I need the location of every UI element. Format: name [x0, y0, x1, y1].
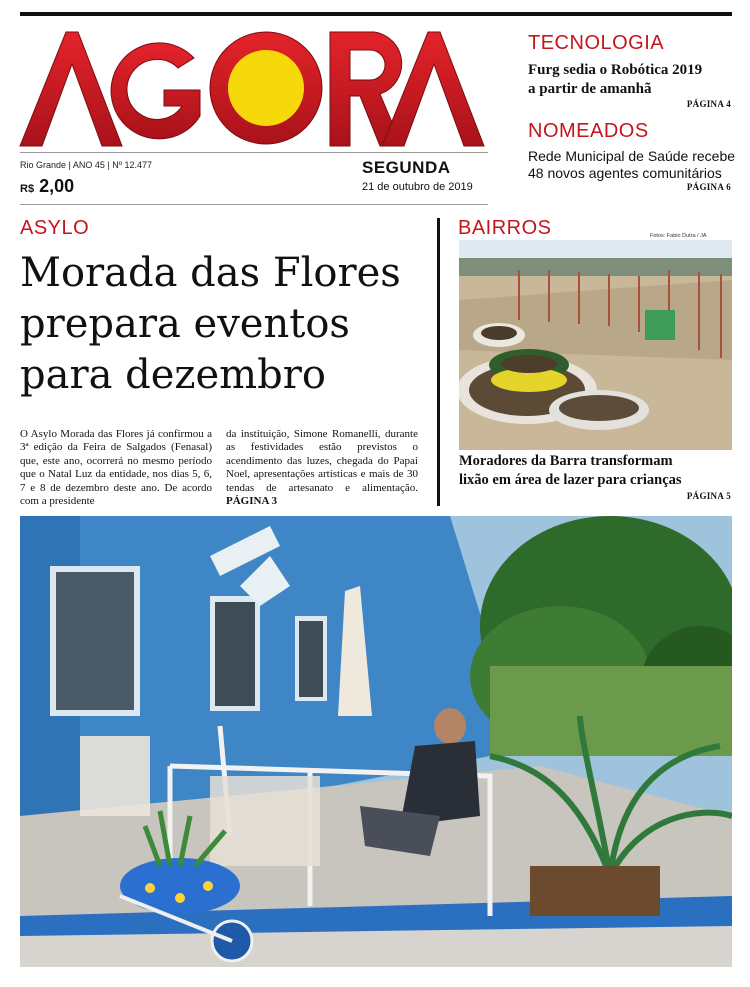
lead-body-col1: O Asylo Morada das Flores já confirmou a 3ª edição da Feira de Salgados (Fenasal) que, este ano, ocorrerá no mesmo período que o Natal Luz da entidade, nos dias 5, 6, 7 e 8 de dezembro deste ano. De acordo com a presidente — [20, 428, 212, 508]
bairros-page-ref: PÁGINA 5 — [686, 491, 731, 501]
caption-line: Moradores da Barra transformam — [459, 453, 673, 469]
date: 21 de outubro de 2019 — [362, 181, 473, 193]
issue-line: Rio Grande | ANO 45 | Nº 12.477 — [20, 160, 153, 170]
teaser-section-tecnologia: TECNOLOGIA — [528, 32, 665, 54]
teaser-line: 48 novos agentes comunitários — [528, 165, 722, 181]
price — [20, 176, 74, 197]
lead-headline[interactable] — [20, 248, 430, 401]
header-rule — [20, 204, 488, 205]
lead-section-label: ASYLO — [20, 217, 90, 239]
headline-line: prepara eventos — [20, 301, 350, 347]
hero-photo[interactable] — [20, 516, 732, 967]
page-ref: PÁGINA 3 — [226, 495, 278, 508]
masthead-logo — [18, 24, 488, 152]
teaser-page-ref: PÁGINA 6 — [686, 182, 731, 192]
headline-line: para dezembro — [20, 352, 326, 398]
teaser-line: a partir de amanhã — [528, 81, 652, 97]
teaser-line: Furg sedia o Robótica 2019 — [528, 62, 703, 78]
teaser-headline-tecnologia[interactable] — [528, 61, 738, 99]
headline-line: Morada das Flores — [20, 250, 401, 296]
column-divider — [437, 218, 440, 506]
body-text: da instituição, Simone Romanelli, durante as festividades estão previstos o acendimento das luzes, chegada do Papai Noel, apresentações artísticas e mais de 30 tendas de artesanato e alimentação. — [226, 428, 418, 494]
teaser-section-nomeados: NOMEADOS — [528, 120, 649, 142]
bairros-caption[interactable] — [459, 452, 749, 490]
bairros-photo[interactable] — [459, 240, 732, 450]
teaser-line: Rede Municipal de Saúde recebe — [528, 148, 736, 164]
masthead-rule — [20, 152, 488, 153]
teaser-page-ref: PÁGINA 4 — [686, 99, 731, 109]
lead-body-col2 — [226, 428, 418, 508]
price-currency: R$ — [20, 183, 35, 195]
photo-credit: Fotos: Fabio Dutra / JA — [650, 233, 707, 239]
teaser-headline-nomeados[interactable] — [528, 148, 743, 182]
top-rule — [20, 12, 732, 16]
bairros-section-label: BAIRROS — [458, 217, 552, 239]
caption-line: lixão em área de lazer para crianças — [459, 472, 682, 488]
price-value: 2,00 — [39, 176, 75, 196]
weekday: SEGUNDA — [362, 158, 451, 177]
